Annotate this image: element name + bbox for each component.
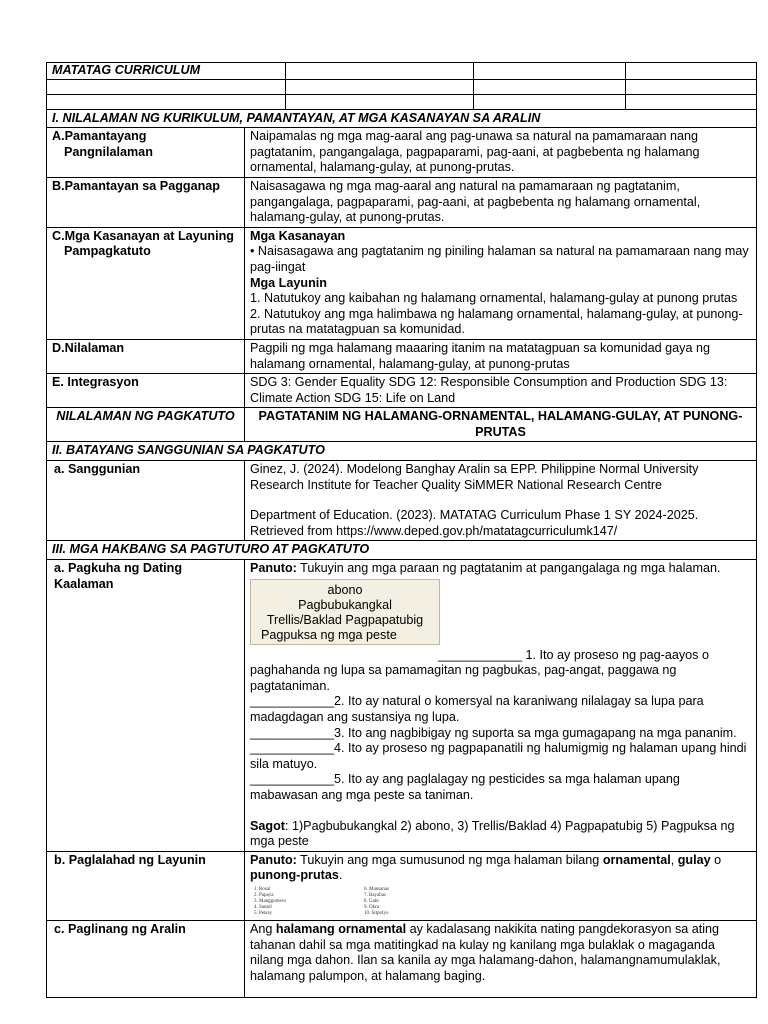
- word-bank-box: [250, 579, 440, 645]
- reference-entry: Ginez, J. (2024). Modelong Banghay Aralin sa EPP. Philippine Normal University Research Institute for Teacher Quality SiMMER National Research Centre: [250, 462, 699, 492]
- row-label: [47, 560, 245, 852]
- row-label: b. Paglalahad ng Layunin: [47, 851, 245, 920]
- header-cell: [474, 94, 626, 109]
- curriculum-title: MATATAG CURRICULUM: [47, 63, 286, 80]
- label-line: C.Mga Kasanayan at Layuning: [52, 228, 234, 243]
- layunin-item: 1. Natutukoy ang kaibahan ng halamang ornamental, halamang-gulay at punong prutas: [250, 291, 738, 306]
- label-line: Pangnilalaman: [64, 144, 153, 159]
- row-sanggunian: [47, 461, 757, 541]
- header-cell: [286, 63, 474, 80]
- header-cell: [286, 94, 474, 109]
- header-cell: [474, 63, 626, 80]
- plant-list: [254, 887, 751, 917]
- term-ornamental: ornamental: [602, 852, 671, 867]
- paragraph-text: Ang: [250, 921, 276, 936]
- panuto-text: [250, 853, 751, 884]
- panuto-body: Tukuyin ang mga paraan ng pagtatanim at pangangalaga ng mga halaman.: [296, 561, 721, 576]
- row-pamantayang-pangnilalaman: [47, 128, 757, 178]
- row-nilalaman: [47, 339, 757, 373]
- section-heading-row: [47, 109, 757, 128]
- label-line: Pampagkatuto: [64, 244, 151, 259]
- lesson-paragraph: [250, 922, 751, 984]
- row-content: Pagpili ng mga halamang maaaring itanim na matatagpuan sa komunidad gaya ng halamang ornamental, halamang-gulay, at punong-prutas: [245, 339, 757, 373]
- question-item: ____________3. Ito ang nagbibigay ng suporta sa mga gumagapang na mga pananim.: [250, 725, 737, 740]
- row-kasanayan-layunin: [47, 227, 757, 339]
- row-content: [245, 560, 757, 852]
- plant-item: 9. Okra: [364, 904, 379, 910]
- sagot-label: Sagot: [250, 818, 285, 833]
- punctuation: ,: [670, 852, 678, 867]
- sagot-body: : 1)Pagbubukangkal 2) abono, 3) Trellis/Baklad 4) Pagpapatubig 5) Pagpuksa ng mga peste: [250, 818, 735, 849]
- plant-item: 4. Santol: [254, 904, 272, 910]
- panuto-body: Tukuyin ang mga sumusunod ng mga halaman bilang: [296, 852, 603, 867]
- punctuation: .: [338, 868, 343, 883]
- row-content: SDG 3: Gender Equality SDG 12: Responsible Consumption and Production SDG 13: Climate Action SDG 15: Life on Land: [245, 374, 757, 408]
- spacer: [250, 493, 751, 508]
- section-heading-row: [47, 541, 757, 560]
- row-pagkuha-ng-dating-kaalaman: [47, 560, 757, 852]
- row-content: Naisasagawa ng mga mag-aaral ang natural na pamamaraan ng pagtatanim, pangangalaga, pagpaparami, pag-aani, at pagbebenta ng halamang ornamental, halamang-gulay, at punong-prutas.: [245, 177, 757, 227]
- plant-item: 7. Bayabas: [364, 892, 386, 898]
- panuto-label: Panuto:: [250, 852, 297, 867]
- spacer: [250, 804, 751, 819]
- term-halamang-ornamental: halamang ornamental: [275, 921, 407, 936]
- question-item: ____________5. Ito ay ang paglalagay ng pesticides sa mga halaman upang mabawasan ang mga peste sa taniman.: [250, 772, 680, 802]
- row-integrasyon: [47, 374, 757, 408]
- plant-item: 8. Gabi: [364, 898, 379, 904]
- kasanayan-item: • Naisasagawa ang pagtatanim ng piniling halaman sa natural na pamamaraan nang may pag-iingat: [250, 244, 749, 274]
- row-nilalaman-ng-pagkatuto: [47, 408, 757, 442]
- lesson-plan-table: [46, 62, 757, 998]
- word-bank-item: Pagpuksa ng mga peste: [261, 627, 397, 642]
- section-1-title: I. NILALAMAN NG KURIKULUM, PAMANTAYAN, AT MGA KASANAYAN SA ARALIN: [47, 109, 757, 128]
- header-row: [47, 63, 757, 80]
- plant-item: 2. Papaya: [254, 892, 274, 898]
- reference-entry: Department of Education. (2023). MATATAG Curriculum Phase 1 SY 2024-2025. Retrieved from https://www.deped.gov.ph/matatagcurriculumk147/: [250, 508, 699, 538]
- section-2-title: II. BATAYANG SANGGUNIAN SA PAGKATUTO: [47, 442, 757, 461]
- header-cell: [47, 94, 286, 109]
- row-label: NILALAMAN NG PAGKATUTO: [47, 408, 245, 442]
- term-gulay: gulay: [677, 852, 711, 867]
- plant-item: 6. Mansanas: [364, 886, 389, 892]
- term-punong-prutas: punong-prutas: [250, 868, 339, 883]
- paragraph-text: ay kadalasang nakikita nating pangdekorasyon sa ating tahanan dahil sa mga matitingkad na kulay ng kanilang mga bulaklak o magaganda nilang mga dahon. Ilan sa kanila ay mga halamang-dahon, halamangnamumulaklak, halamang palumpon, at halamang baging.: [250, 921, 721, 983]
- row-label: E. Integrasyon: [47, 374, 245, 408]
- question-item: ____________2. Ito ay natural o komersyal na karaniwang nilalagay sa lupa para madagdagan ang sustansiya ng lupa.: [250, 694, 704, 724]
- word-bank-item: Pagbubukangkal: [298, 597, 392, 612]
- question-item: ____________ 1. Ito ay proseso ng pag-aayos o paghahanda ng lupa sa pamamagitan ng pagbukas, pag-angat, paggawa ng pagtataniman.: [250, 647, 709, 693]
- question-item: ____________4. Ito ay proseso ng pagpapanatili ng halumigmig ng halaman upang hindi sila matuyo.: [250, 741, 747, 771]
- plant-item: 10. Sitpolyo: [364, 910, 389, 916]
- header-cell: [474, 79, 626, 94]
- panuto-label: Panuto:: [250, 561, 297, 576]
- header-row: [47, 94, 757, 109]
- word-bank-item: Trellis/Baklad Pagpapatubig: [266, 612, 424, 627]
- plant-item: 1. Rosal: [254, 886, 271, 892]
- row-label: a. Sanggunian: [47, 461, 245, 541]
- header-cell: [626, 79, 757, 94]
- plant-item: 3. Manggumero: [254, 898, 286, 904]
- label-line: A.Pamantayang: [52, 129, 147, 144]
- conjunction: o: [710, 852, 722, 867]
- header-cell: [47, 79, 286, 94]
- answer-key: [250, 819, 751, 850]
- row-paglinang-ng-aralin: [47, 920, 757, 997]
- row-label: D.Nilalaman: [47, 339, 245, 373]
- row-content: [245, 851, 757, 920]
- label-line: Kaalaman: [54, 576, 114, 591]
- row-label: [47, 128, 245, 178]
- section-heading-row: [47, 442, 757, 461]
- header-cell: [626, 63, 757, 80]
- row-content: Naipamalas ng mga mag-aaral ang pag-unawa sa natural na pamamaraan nang pagtatanim, pangangalaga, pagpaparami, pag-aani, at pagbebenta ng halamang ornamental, halamang-gulay, at punong-prutas.: [245, 128, 757, 178]
- lesson-plan-document: [46, 62, 756, 998]
- row-paglalahad-ng-layunin: [47, 851, 757, 920]
- row-label: B.Pamantayan sa Pagganap: [47, 177, 245, 227]
- row-label: [47, 227, 245, 339]
- row-label: c. Paglinang ng Aralin: [47, 920, 245, 997]
- header-cell: [626, 94, 757, 109]
- word-bank-item: abono: [327, 582, 363, 597]
- kasanayan-heading: Mga Kasanayan: [250, 228, 346, 243]
- row-content: PAGTATANIM NG HALAMANG-ORNAMENTAL, HALAMANG-GULAY, AT PUNONG-PRUTAS: [245, 408, 757, 442]
- layunin-heading: Mga Layunin: [250, 275, 327, 290]
- layunin-item: 2. Natutukoy ang mga halimbawa ng halamang ornamental, halamang-gulay, at punong-prutas na matatagpuan sa komunidad.: [250, 306, 743, 337]
- row-content: [245, 227, 757, 339]
- header-row: [47, 79, 757, 94]
- header-cell: [286, 79, 474, 94]
- label-line: a. Pagkuha ng Dating: [54, 561, 183, 576]
- row-pamantayan-sa-pagganap: [47, 177, 757, 227]
- panuto-text: [250, 561, 751, 577]
- row-content: [245, 461, 757, 541]
- row-content: [245, 920, 757, 997]
- plant-item: 5. Petsay: [254, 910, 273, 916]
- section-3-title: III. MGA HAKBANG SA PAGTUTURO AT PAGKATUTO: [47, 541, 757, 560]
